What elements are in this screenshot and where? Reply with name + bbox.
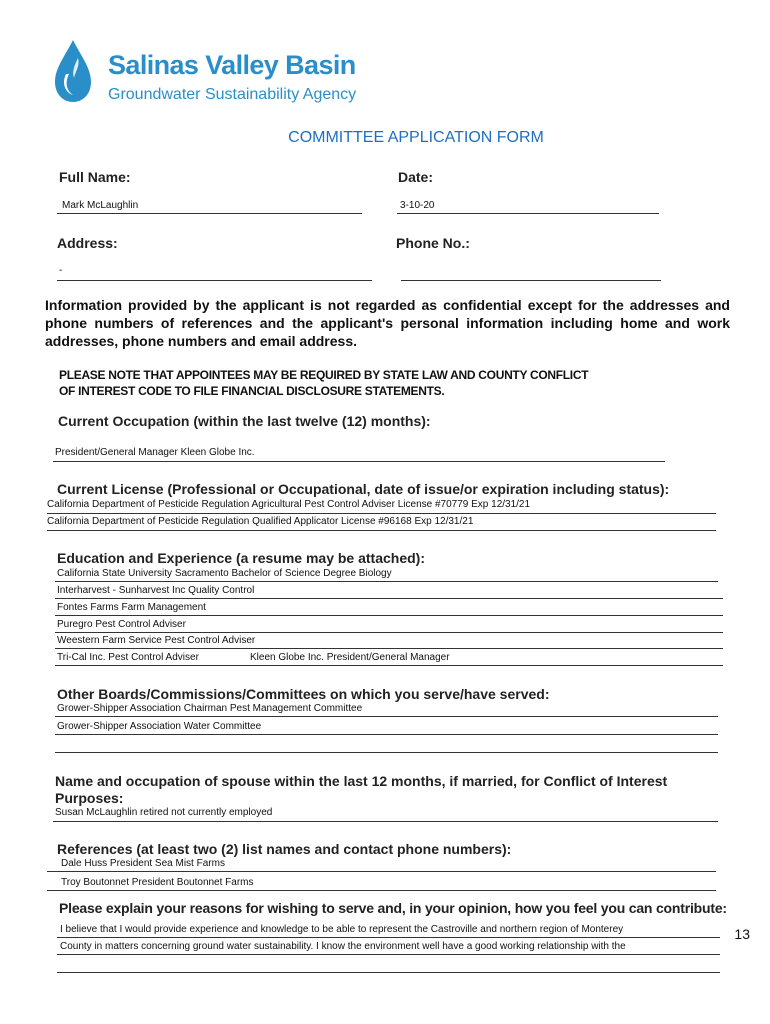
boards-label: Other Boards/Commissions/Committees on which you serve/have served:: [57, 686, 550, 702]
boards-line3: [55, 752, 718, 753]
education-line6b-value[interactable]: Kleen Globe Inc. President/General Manager: [250, 652, 450, 663]
education-line6a-value[interactable]: Tri-Cal Inc. Pest Control Adviser: [57, 652, 199, 663]
reasons-line2-value[interactable]: County in matters concerning ground water sustainability. I know the environment well have a good working relationship with the: [60, 941, 626, 952]
org-subtitle: Groundwater Sustainability Agency: [108, 86, 357, 103]
address-line: [57, 280, 372, 281]
date-line: [397, 213, 659, 214]
education-line4: [55, 632, 723, 633]
date-label: Date:: [398, 169, 434, 185]
disclosure-note-line1: PLEASE NOTE THAT APPOINTEES MAY BE REQUIRED BY STATE LAW AND COUNTY CONFLICT: [59, 368, 589, 382]
license-line1-value[interactable]: California Department of Pesticide Regulation Agricultural Pest Control Adviser License #70779 Exp 12/31/21: [47, 499, 531, 510]
references-line2-value[interactable]: Troy Boutonnet President Boutonnet Farms: [61, 877, 254, 888]
references-label: References (at least two (2) list names and contact phone numbers):: [57, 841, 512, 857]
org-name: Salinas Valley Basin: [108, 50, 356, 80]
full-name-value[interactable]: Mark McLaughlin: [62, 200, 139, 211]
spouse-label: [55, 773, 667, 807]
spouse-label-line1: Name and occupation of spouse within the last 12 months, if married, for Conflict of Interest: [55, 773, 668, 789]
reasons-line2: [57, 954, 720, 955]
license-line2: [47, 530, 716, 531]
boards-line1: [55, 716, 718, 717]
occupation-label: Current Occupation (within the last twelve (12) months):: [58, 413, 431, 429]
date-value[interactable]: 3-10-20: [400, 200, 435, 211]
spouse-value[interactable]: Susan McLaughlin retired not currently employed: [55, 807, 273, 818]
education-line2-value[interactable]: Interharvest - Sunharvest Inc Quality Control: [57, 585, 255, 596]
disclosure-note: [59, 367, 588, 399]
reasons-line1-value[interactable]: I believe that I would provide experience and knowledge to be able to represent the Castroville and northern region of Monterey: [60, 924, 624, 935]
page-number: 13: [734, 926, 750, 942]
license-line2-value[interactable]: California Department of Pesticide Regulation Qualified Applicator License #96168 Exp 12/31/21: [47, 516, 474, 527]
boards-line1-value[interactable]: Grower-Shipper Association Chairman Pest Management Committee: [57, 703, 363, 714]
phone-line: [401, 280, 661, 281]
reasons-label: Please explain your reasons for wishing to serve and, in your opinion, how you feel you can contribute:: [59, 900, 727, 916]
form-title: COMMITTEE APPLICATION FORM: [288, 129, 544, 146]
education-label: Education and Experience (a resume may be attached):: [57, 550, 426, 566]
address-value[interactable]: -: [59, 265, 63, 276]
license-line1: [47, 513, 716, 514]
education-line3: [55, 615, 723, 616]
occupation-value[interactable]: President/General Manager Kleen Globe Inc.: [55, 447, 255, 458]
references-line2: [47, 890, 716, 891]
education-line2: [55, 598, 723, 599]
education-line1: [55, 581, 718, 582]
references-line1: [47, 871, 716, 872]
spouse-line: [53, 821, 718, 822]
phone-label: Phone No.:: [396, 235, 470, 251]
disclosure-note-line2: OF INTEREST CODE TO FILE FINANCIAL DISCLOSURE STATEMENTS.: [59, 384, 445, 398]
full-name-line: [57, 213, 362, 214]
reasons-line3: [57, 972, 720, 973]
water-drop-logo-icon: [52, 38, 94, 104]
boards-line2: [55, 734, 718, 735]
license-label: Current License (Professional or Occupational, date of issue/or expiration including status):: [57, 481, 670, 497]
education-line5: [55, 648, 723, 649]
education-line6: [55, 665, 723, 666]
education-line4-value[interactable]: Puregro Pest Control Adviser: [57, 619, 186, 630]
education-line3-value[interactable]: Fontes Farms Farm Management: [57, 602, 206, 613]
address-label: Address:: [57, 235, 118, 251]
reasons-line1: [57, 937, 720, 938]
education-line5-value[interactable]: Weestern Farm Service Pest Control Adviser: [57, 635, 256, 646]
spouse-label-line2: Purposes:: [55, 790, 124, 806]
full-name-label: Full Name:: [59, 169, 131, 185]
confidentiality-paragraph: Information provided by the applicant is not regarded as confidential except for the addresses and phone numbers of references and the applicant's personal information including home and work addresses, phone numbers and email address.: [45, 297, 730, 349]
boards-line2-value[interactable]: Grower-Shipper Association Water Committee: [57, 721, 262, 732]
references-line1-value[interactable]: Dale Huss President Sea Mist Farms: [61, 858, 225, 869]
education-line1-value[interactable]: California State University Sacramento Bachelor of Science Degree Biology: [57, 568, 392, 579]
occupation-line: [53, 461, 665, 462]
